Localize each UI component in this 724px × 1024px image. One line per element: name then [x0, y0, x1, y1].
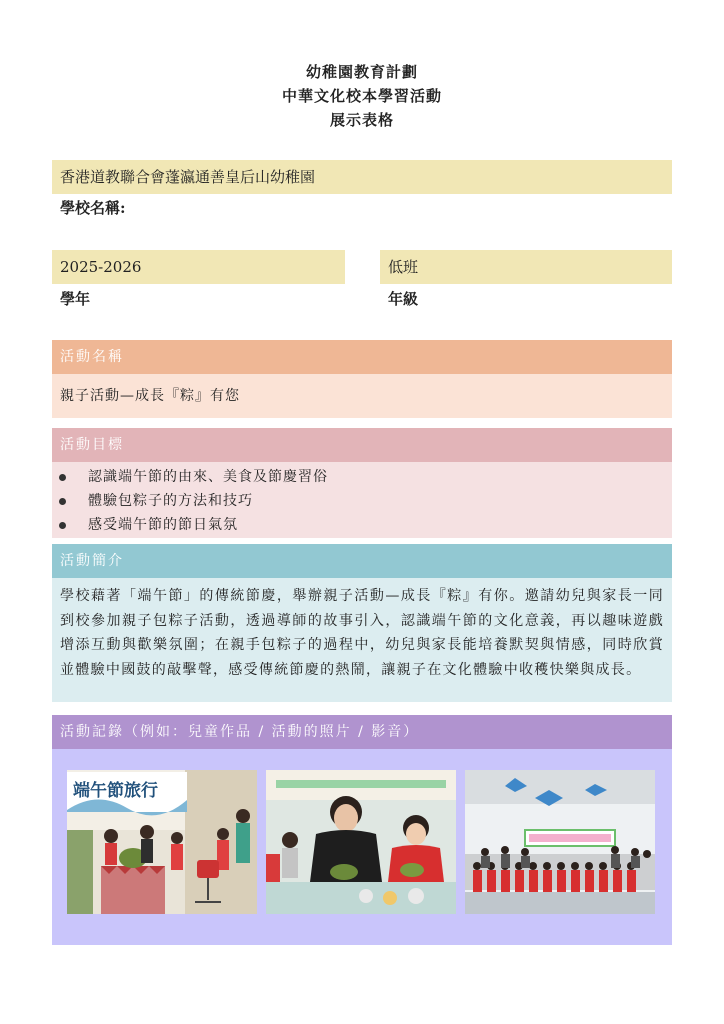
bullet-icon	[59, 498, 66, 505]
objectives-list	[52, 462, 672, 537]
objective-item	[52, 489, 672, 513]
objective-item	[52, 513, 672, 537]
title-line-3: 展示表格	[329, 111, 394, 129]
document-title	[0, 60, 724, 132]
activity-objectives-body[interactable]	[52, 462, 672, 538]
activity-intro-text: 學校藉著「端午節」的傳統節慶，舉辦親子活動—成長『粽』有你。邀請幼兒與家長一同到校參加親子包粽子活動，透過導師的故事引入，認識端午節的文化意義，再以趣味遊戲增添互動與歡樂氛圍；在親手包粽子的過程中，幼兒與家長能培養默契與情感，同時欣賞並體驗中國鼓的敲擊聲，感受傳統節慶的熱鬧，讓親子在文化體驗中收穫快樂與成長。	[60, 588, 664, 678]
activity-intro-heading: 活動簡介	[52, 544, 672, 578]
photo-3-image	[465, 770, 655, 914]
bullet-icon	[59, 522, 66, 529]
activity-photo-2[interactable]	[266, 770, 456, 914]
objective-text: 認識端午節的由來、美食及節慶習俗	[88, 469, 328, 485]
photo-1-image	[67, 770, 257, 914]
photo-1-banner-text: 端午節旅行	[73, 781, 158, 801]
objective-text: 體驗包粽子的方法和技巧	[88, 493, 253, 509]
title-line-2: 中華文化校本學習活動	[281, 87, 442, 105]
activity-objectives-heading: 活動目標	[52, 428, 672, 462]
title-line-1: 幼稚園教育計劃	[305, 63, 418, 81]
activity-photo-3[interactable]	[465, 770, 655, 914]
school-name-field[interactable]: 香港道教聯合會蓬瀛通善皇后山幼稚園	[52, 160, 672, 194]
school-name-label: 學校名稱:	[60, 199, 126, 217]
objective-text: 感受端午節的節日氣氛	[88, 517, 238, 533]
bullet-icon	[59, 474, 66, 481]
grade-field[interactable]: 低班	[380, 250, 672, 284]
grade-label: 年級	[388, 290, 419, 308]
activity-records-heading: 活動記錄（例如：兒童作品 / 活動的照片 / 影音）	[52, 715, 672, 749]
objective-item	[52, 465, 672, 489]
photo-2-image	[266, 770, 456, 914]
activity-name-heading: 活動名稱	[52, 340, 672, 374]
activity-intro-body[interactable]	[52, 578, 672, 702]
school-year-field[interactable]: 2025-2026	[52, 250, 345, 284]
activity-photo-1[interactable]	[67, 770, 257, 914]
activity-name-value[interactable]: 親子活動—成長『粽』有您	[52, 374, 672, 418]
school-year-label: 學年	[60, 290, 91, 308]
